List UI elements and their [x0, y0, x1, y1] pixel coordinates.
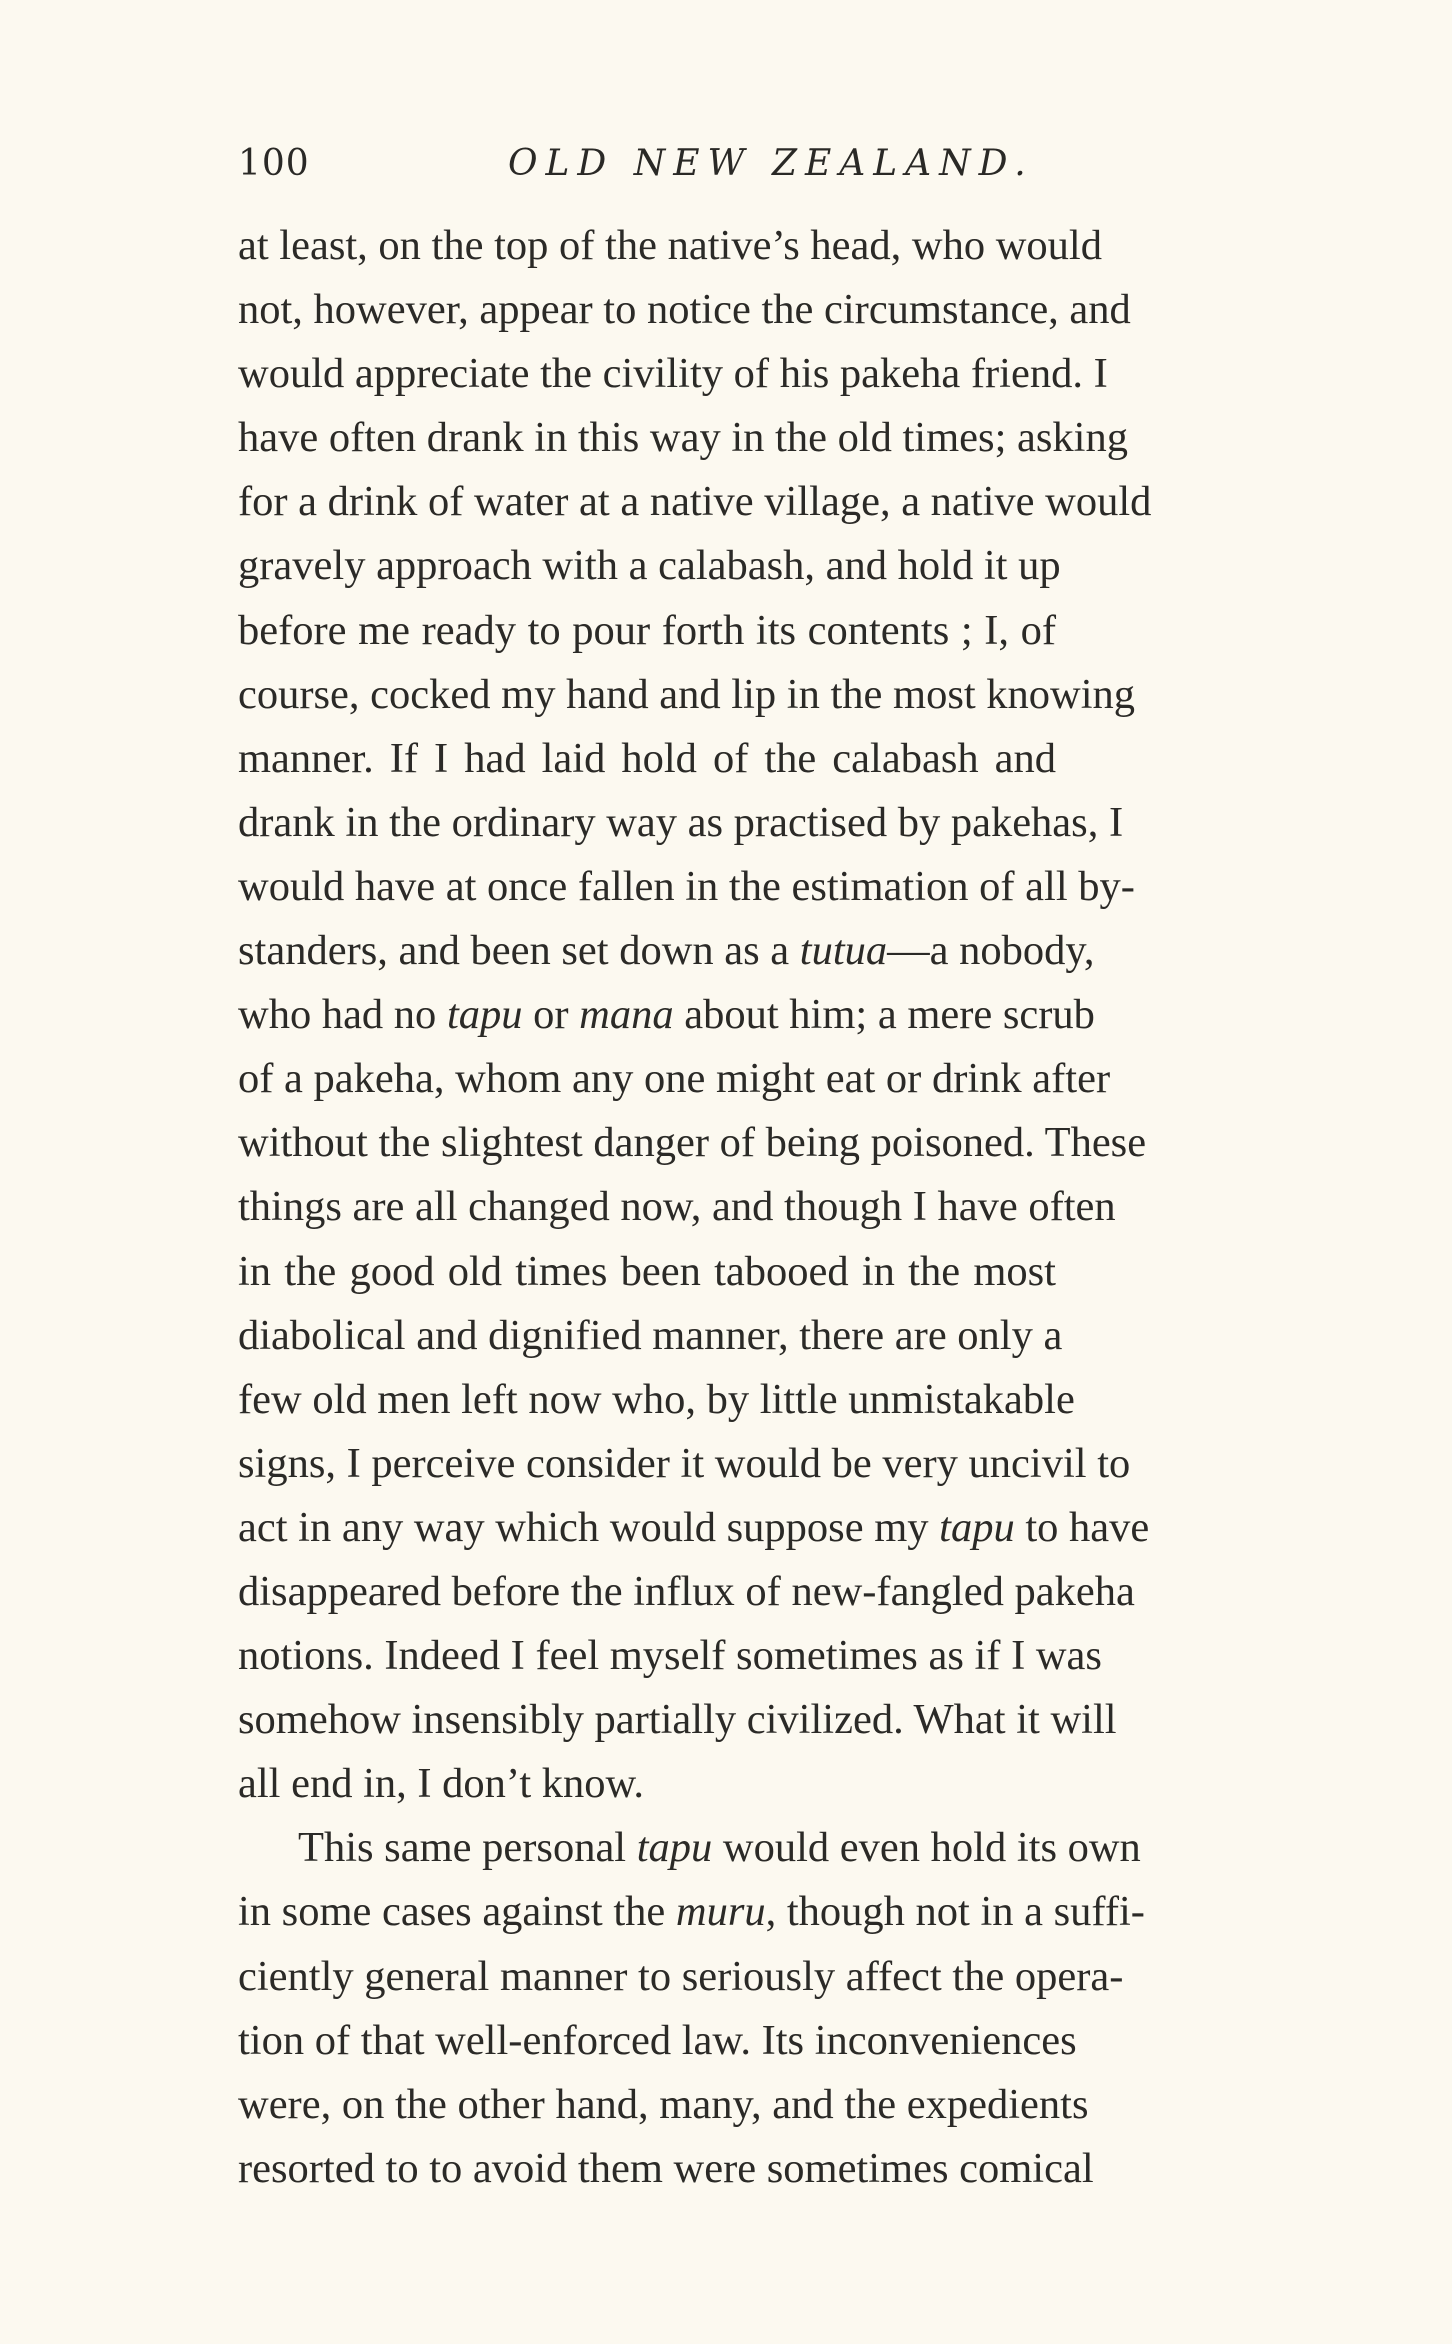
text-line [238, 214, 1102, 278]
text-line [238, 1496, 1150, 1560]
text-line [238, 342, 1108, 406]
text-line [238, 1240, 1056, 1304]
text-line [238, 663, 1136, 727]
text-run: signs, I perceive consider it would be very uncivil to [238, 1439, 1131, 1487]
text-run: not, however, appear to notice the circumstance, and [238, 286, 1131, 334]
text-line [238, 1560, 1135, 1624]
text-line [238, 855, 1135, 919]
text-line [238, 1752, 1056, 1816]
text-line [238, 2073, 1089, 2137]
text-line [238, 599, 1056, 663]
text-run: —a nobody, [887, 927, 1095, 975]
text-line [238, 470, 1152, 534]
italic-word: tapu [939, 1503, 1015, 1551]
text-line [238, 727, 1056, 791]
book-title: OLD NEW ZEALAND. [508, 143, 1034, 184]
text-run: gravely approach with a calabash, and hold it up [238, 542, 1061, 590]
text-run: were, on the other hand, many, and the expedients [238, 2080, 1089, 2128]
text-run: This same personal [298, 1824, 637, 1872]
text-run: disappeared before the influx of new-fangled pakeha [238, 1567, 1135, 1615]
text-run: manner. If I had laid hold of the calabash and [238, 734, 1056, 782]
text-run: standers, and been set down as a [238, 927, 800, 975]
italic-word: mana [579, 991, 674, 1039]
text-run: have often drank in this way in the old times; asking [238, 414, 1128, 462]
text-line [238, 1304, 1063, 1368]
text-line [238, 534, 1061, 598]
text-run: who had no [238, 991, 447, 1039]
text-line [238, 919, 1095, 983]
text-run: of a pakeha, whom any one might eat or drink after [238, 1055, 1111, 1103]
italic-word: tapu [446, 991, 523, 1039]
text-line [238, 1688, 1117, 1752]
text-line [238, 278, 1131, 342]
text-run: all end in, I don’t know. [238, 1760, 645, 1808]
text-line [238, 1111, 1147, 1175]
text-run: somehow insensibly partially civilized. What it will [238, 1696, 1117, 1744]
text-run: resorted to to avoid them were sometimes comical [238, 2144, 1094, 2192]
text-run: for a drink of water at a native village, a native would [238, 478, 1152, 526]
text-run: about him; a mere scrub [673, 991, 1095, 1039]
text-line [238, 406, 1128, 470]
text-line [238, 2137, 1094, 2201]
text-line [238, 2009, 1077, 2073]
text-run: in the good old times been tabooed in the most [238, 1247, 1056, 1295]
text-line [238, 1816, 1141, 1880]
text-run: would have at once fallen in the estimation of all by- [238, 862, 1135, 910]
text-run: in some cases against the [238, 1888, 676, 1936]
italic-word: tutua [799, 927, 888, 975]
text-run: , though not in a suffi- [765, 1888, 1145, 1936]
text-run: before me ready to pour forth its contents ; I, of [238, 606, 1056, 654]
text-line [238, 1880, 1145, 1944]
text-run: drank in the ordinary way as practised by pakehas, I [238, 798, 1124, 846]
text-run: notions. Indeed I feel myself sometimes as if I was [238, 1632, 1102, 1680]
text-run: would appreciate the civility of his pakeha friend. I [238, 350, 1108, 398]
body-text [238, 214, 1152, 2201]
text-line [238, 1945, 1124, 2009]
running-head [238, 134, 1056, 194]
text-run: few old men left now who, by little unmistakable [238, 1375, 1075, 1423]
text-run: at least, on the top of the native’s head, who would [238, 222, 1102, 269]
text-run: act in any way which would suppose my [238, 1503, 940, 1551]
italic-word: tapu [636, 1824, 713, 1872]
italic-word: muru [675, 1888, 766, 1936]
page-number: 100 [238, 143, 310, 184]
text-line [238, 1624, 1102, 1688]
text-run: diabolical and dignified manner, there are only a [238, 1311, 1063, 1359]
text-run: or [522, 991, 580, 1039]
text-line [238, 1368, 1075, 1432]
text-line [238, 791, 1124, 855]
text-run: to have [1014, 1503, 1150, 1551]
text-line [238, 983, 1095, 1047]
text-line [238, 1175, 1116, 1239]
text-run: without the slightest danger of being poisoned. These [238, 1119, 1147, 1167]
text-run: things are all changed now, and though I have often [238, 1183, 1116, 1231]
text-run: course, cocked my hand and lip in the most knowing [238, 670, 1136, 718]
text-run: tion of that well-enforced law. Its inconveniences [238, 2016, 1077, 2064]
text-run: ciently general manner to seriously affect the opera- [238, 1952, 1124, 2000]
text-line [238, 1047, 1111, 1111]
text-line [238, 1432, 1131, 1496]
text-run: would even hold its own [712, 1824, 1141, 1872]
